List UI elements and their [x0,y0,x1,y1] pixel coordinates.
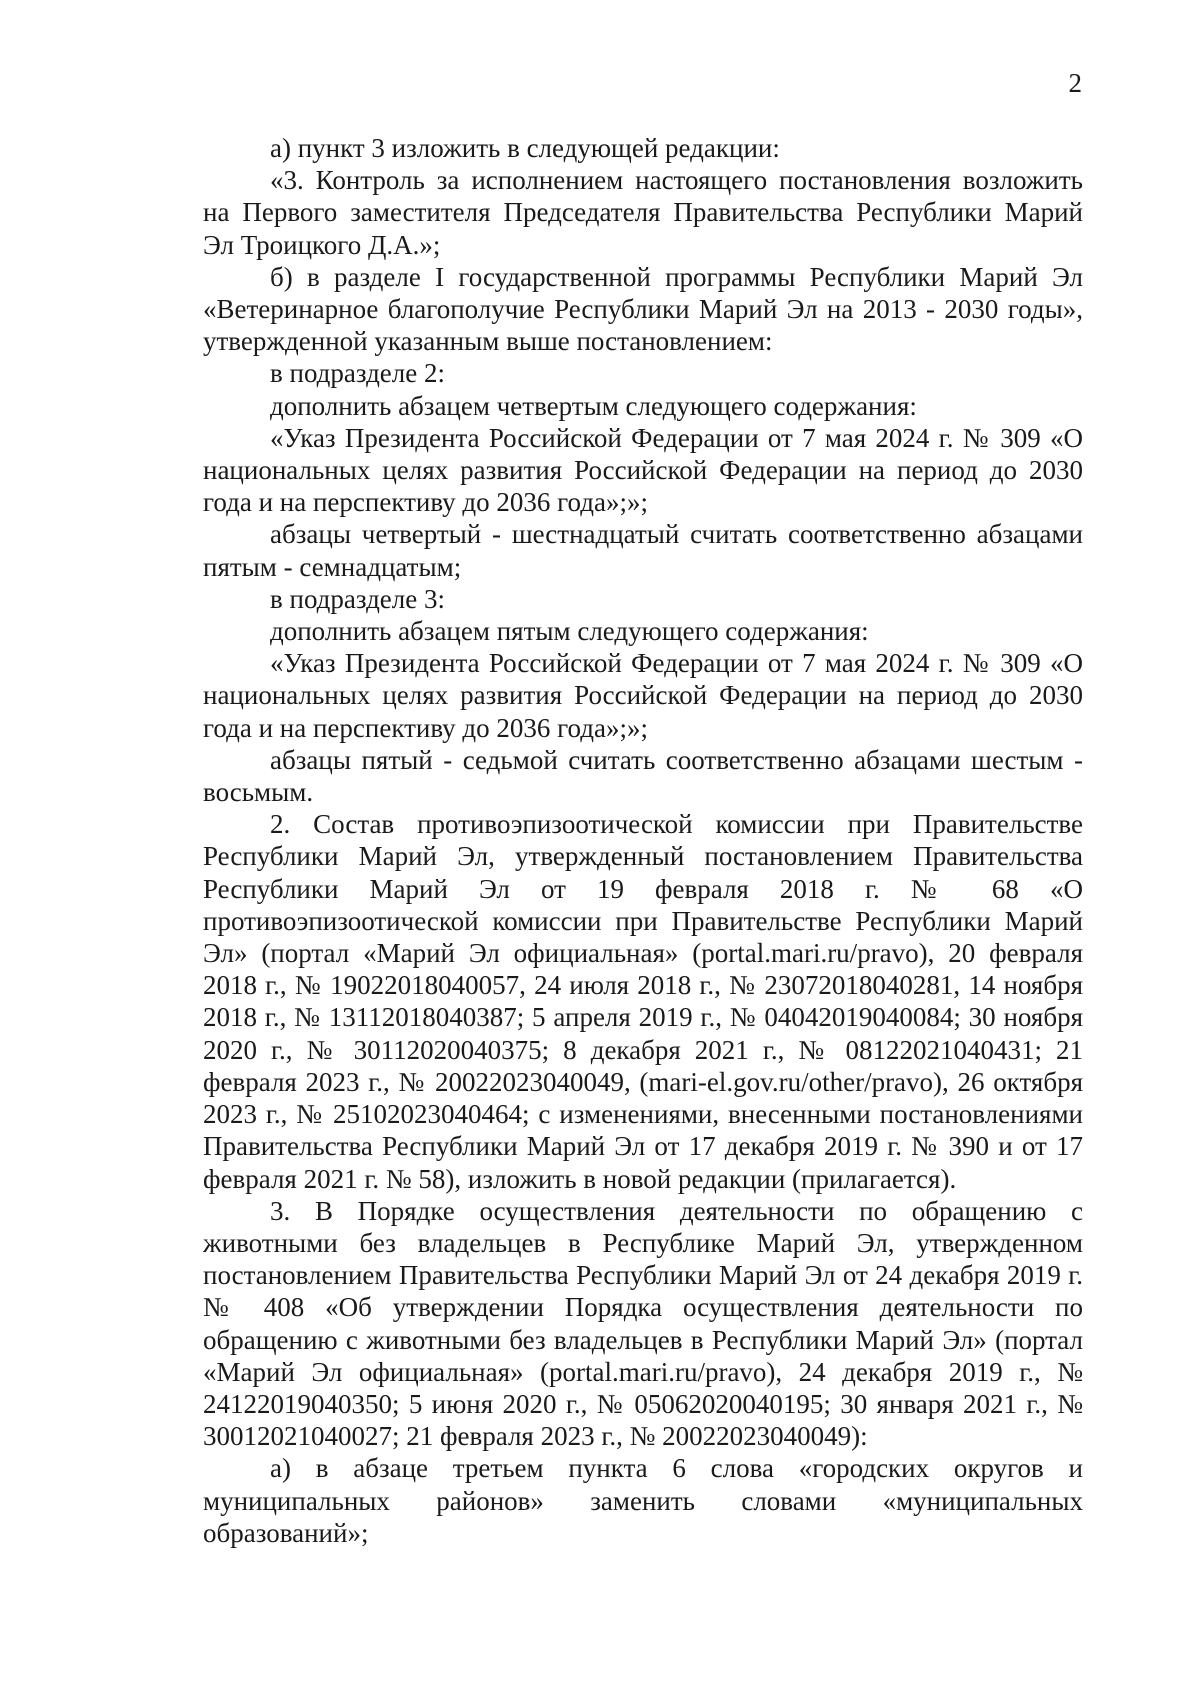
document-body [203,132,1083,1549]
paragraph-item-a-point-3: а) пункт 3 изложить в следующей редакции: [270,133,780,163]
paragraph-renumber-5-7: абзацы пятый - седьмой считать соответственно абзацами шестым - восьмым. [203,744,1083,808]
paragraph-decree-309-second: «Указ Президента Российской Федерации от 7 мая 2024 г. № 309 «О национальных целях развития Российской Федерации на период до 2030 года и на перспективу до 2036 года»;»; [203,648,1083,743]
paragraph-decree-309-first: «Указ Президента Российской Федерации от 7 мая 2024 г. № 309 «О национальных целях развития Российской Федерации на период до 2030 года и на перспективу до 2036 года»;»; [203,422,1083,518]
paragraph-point-3-animals: 3. В Порядке осуществления деятельности по обращению с животными без владельцев в Республике Марий Эл, утвержденном постановлением Правительства Республики Марий Эл от 24 декабря 2019 г. № 408 «Об утверждении Порядка осуществления деятельности по обращению с животными без владельцев в Республики Марий Эл» (портал «Марий Эл официальная» (portal.mari.ru/pravo), 24 декабря 2019 г., № 24122019040350; 5 июня 2020 г., № 05062020040195; 30 января 2021 г., № 30012021040027; 21 февраля 2023 г., № 20022023040049): [203,1195,1083,1452]
paragraph-item-b-section-1: б) в разделе I государственной программы Республики Марий Эл «Ветеринарное благополучие Республики Марий Эл на 2013 - 2030 годы», утвержденной указанным выше постановлением: [203,261,1083,357]
paragraph-point-2-commission: 2. Состав противоэпизоотической комиссии при Правительстве Республики Марий Эл, утвержденный постановлением Правительства Республики Марий Эл от 19 февраля 2018 г. № 68 «О противоэпизоотической комиссии при Правительстве Республики Марий Эл» (портал «Марий Эл официальная» (portal.mari.ru/pravo), 20 февраля 2018 г., № 19022018040057, 24 июля 2018 г., № 23072018040281, 14 ноября 2018 г., № 13112018040387; 5 апреля 2019 г., № 04042019040084; 30 ноября 2020 г., № 30112020040375; 8 декабря 2021 г., № 08122021040431; 21 февраля 2023 г., № 20022023040049, (mari-el.gov.ru/other/pravo), 26 октября 2023 г., № 25102023040464; с изменениями, внесенными постановлениями Правительства Республики Марий Эл от 17 декабря 2019 г. № 390 и от 17 февраля 2021 г. № 58), изложить в новой редакции (прилагается). [203,809,1083,1194]
page-number: 2 [1068,68,1082,98]
paragraph-control-clause: «3. Контроль за исполнением настоящего постановления возложить на Первого заместителя Председателя Правительства Республики Марий Эл Троицкого Д.А.»; [203,165,1083,260]
paragraph-subsection-2: в подразделе 2: [270,358,445,389]
paragraph-add-fourth-abzac: дополнить абзацем четвертым следующего содержания: [270,390,917,421]
paragraph-renumber-4-16: абзацы четвертый - шестнадцатый считать соответственно абзацами пятым - семнадцатым; [203,519,1083,582]
paragraph-subsection-3: в подразделе 3: [270,583,445,614]
paragraph-add-fifth-abzac: дополнить абзацем пятым следующего содержания: [270,616,869,647]
paragraph-item-a-point-6: а) в абзаце третьем пункта 6 слова «городских округов и муниципальных районов» заменить словами «муниципальных образований»; [203,1453,1083,1548]
